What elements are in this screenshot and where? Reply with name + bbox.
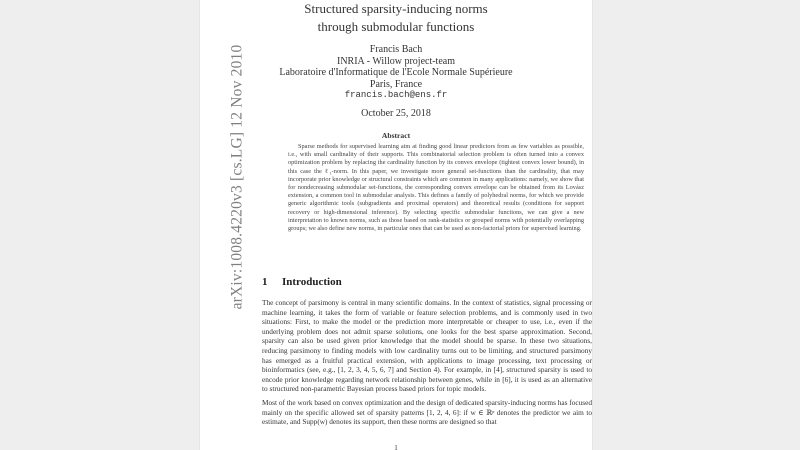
section-body [262,298,592,431]
paper-page [200,0,592,450]
section-heading [262,276,342,288]
author-email: francis.bach@ens.fr [344,90,448,100]
title-line-1: Structured sparsity-inducing norms [304,1,488,16]
page-number: 1 [394,444,398,450]
author-block [200,44,592,102]
abstract-heading: Abstract [381,131,411,140]
body-paragraph-2: Most of the work based on convex optimization and the design of dedicated sparsity-inducing norms has focused mainly on the specific allowed set of sparsity patterns [1, 2, 4, 6]: if w ∈ ℝᵖ denotes the predictor we aim to estimate, and Supp(w) denotes its support, then these norms are designed so that [262,397,592,427]
affiliation-team: INRIA - Willow project-team [337,55,455,67]
paper-title [200,0,592,36]
body-paragraph-1: The concept of parsimony is central in many scientific domains. In the context of statistics, signal processing or machine learning, it takes the form of variable or feature selection problems, and is commonly used in two situations: First, to make the model or the prediction more interpretable or cheaper to use, i.e., even if the underlying problem does not admit sparse solutions, one looks for the best sparse approximation. Second, sparsity can also be used given prior knowledge that the model should be sparse. In these two situations, reducing parsimony to finding models with low cardinality turns out to be limiting, and structured parsimony has emerged as a fruitful practical extension, with applications to image processing, text processing or bioinformatics (see, e.g., [1, 2, 3, 4, 5, 6, 7] and Section 4). For example, in [4], structured sparsity is used to encode prior knowledge regarding network relationship between genes, while in [6], it is used as an alternative to structured non-parametric Bayesian process based priors for topic models. [262,298,592,394]
author-name: Francis Bach [369,44,423,55]
arxiv-identifier-text: arXiv:1008.4220v3 [cs.LG] 12 Nov 2010 [228,44,245,310]
paper-date: October 25, 2018 [361,108,431,119]
section-title-text: Introduction [282,276,342,288]
title-line-2: through submodular functions [317,19,475,34]
affiliation-lab: Laboratoire d'Informatique de l'Ecole Normale Supérieure [279,67,513,78]
abstract-paragraph: Sparse methods for supervised learning aim at finding good linear predictors from as few variables as possible, i.e., with small cardinality of their supports. This combinatorial selection problem is often turned into a convex optimization problem by replacing the cardinality function by its convex envelope (tightest convex lower bound), in this case the ℓ₁-norm. In this paper, we investigate more general set-functions than the cardinality, that may incorporate prior knowledge or structural constraints which are common in many applications: namely, we show that for nondecreasing submodular set-functions, the corresponding convex envelope can be obtained from its Lovász extension, a common tool in submodular analysis. This defines a family of polyhedral norms, for which we provide generic algorithmic tools (subgradients and proximal operators) and theoretical results (conditions for support recovery or high-dimensional inference). By selecting specific submodular functions, we can give a new interpretation to known norms, such as those based on rank-statistics or grouped norms with potentially overlapping groups; we also define new norms, in particular ones that can be used as non-factorial priors for supervised learning. [288,143,584,233]
section-number: 1 [262,276,268,288]
arxiv-identifier [227,44,247,310]
affiliation-location: Paris, France [369,78,423,90]
abstract-body [288,143,584,233]
